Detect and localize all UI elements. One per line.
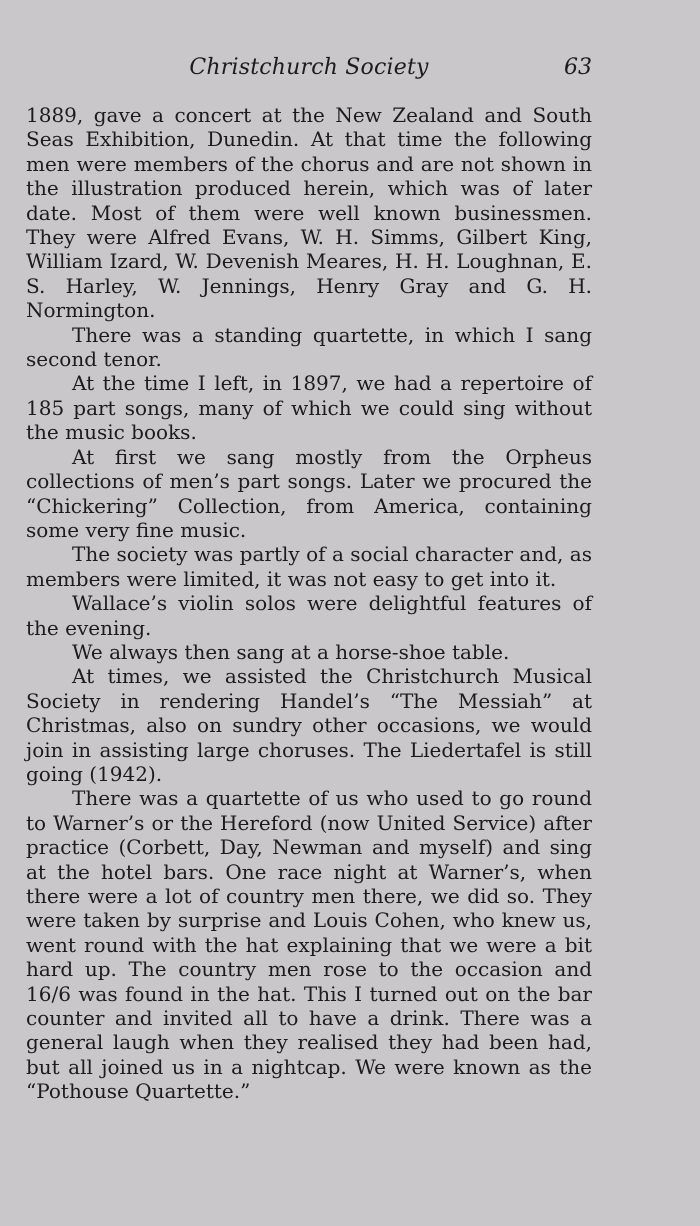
body-text <box>26 103 592 1104</box>
page-number: 63 <box>564 55 592 80</box>
paragraph: Wallace’s violin solos were delightful features of the evening. <box>26 591 592 640</box>
paragraph: At times, we assisted the Christchurch Musical Society in rendering Handel’s “The Messiah” at Christmas, also on sundry other occasions, we would join in assisting large choruses. The Liedertafel is still going (1942). <box>26 664 592 786</box>
running-title: Christchurch Society <box>189 55 429 80</box>
paragraph-continued: 1889, gave a concert at the New Zealand and South Seas Exhibition, Dunedin. At that time the following men were members of the chorus and are not shown in the illustration produced herein, which was of later date. Most of them were well known businessmen. They were Alfred Evans, W. H. Simms, Gilbert King, William Izard, W. Devenish Meares, H. H. Loughnan, E. S. Harley, W. Jennings, Henry Gray and G. H. Normington. <box>26 103 592 323</box>
running-header <box>26 54 592 82</box>
paragraph: At first we sang mostly from the Orpheus collections of men’s part songs. Later we procured the “Chickering” Collection, from America, containing some very fine music. <box>26 444 592 542</box>
paragraph: There was a quartette of us who used to go round to Warner’s or the Hereford (now United Service) after practice (Corbett, Day, Newman and myself) and sing at the hotel bars. One race night at Warner’s, when there were a lot of country men there, we did so. They were taken by surprise and Louis Cohen, who knew us, went round with the hat explaining that we were a bit hard up. The country men rose to the occasion and 16/6 was found in the hat. This I turned out on the bar counter and invited all to have a drink. There was a general laugh when they realised they had been had, but all joined us in a nightcap. We were known as the “Pothouse Quartette.” <box>26 786 592 1104</box>
paragraph: We always then sang at a horse-shoe table. <box>72 639 510 664</box>
paragraph: The society was partly of a social character and, as members were limited, it was not easy to get into it. <box>26 542 592 591</box>
paragraph: At the time I left, in 1897, we had a repertoire of 185 part songs, many of which we could sing without the music books. <box>26 371 592 445</box>
paragraph: There was a standing quartette, in which I sang second tenor. <box>26 322 592 372</box>
